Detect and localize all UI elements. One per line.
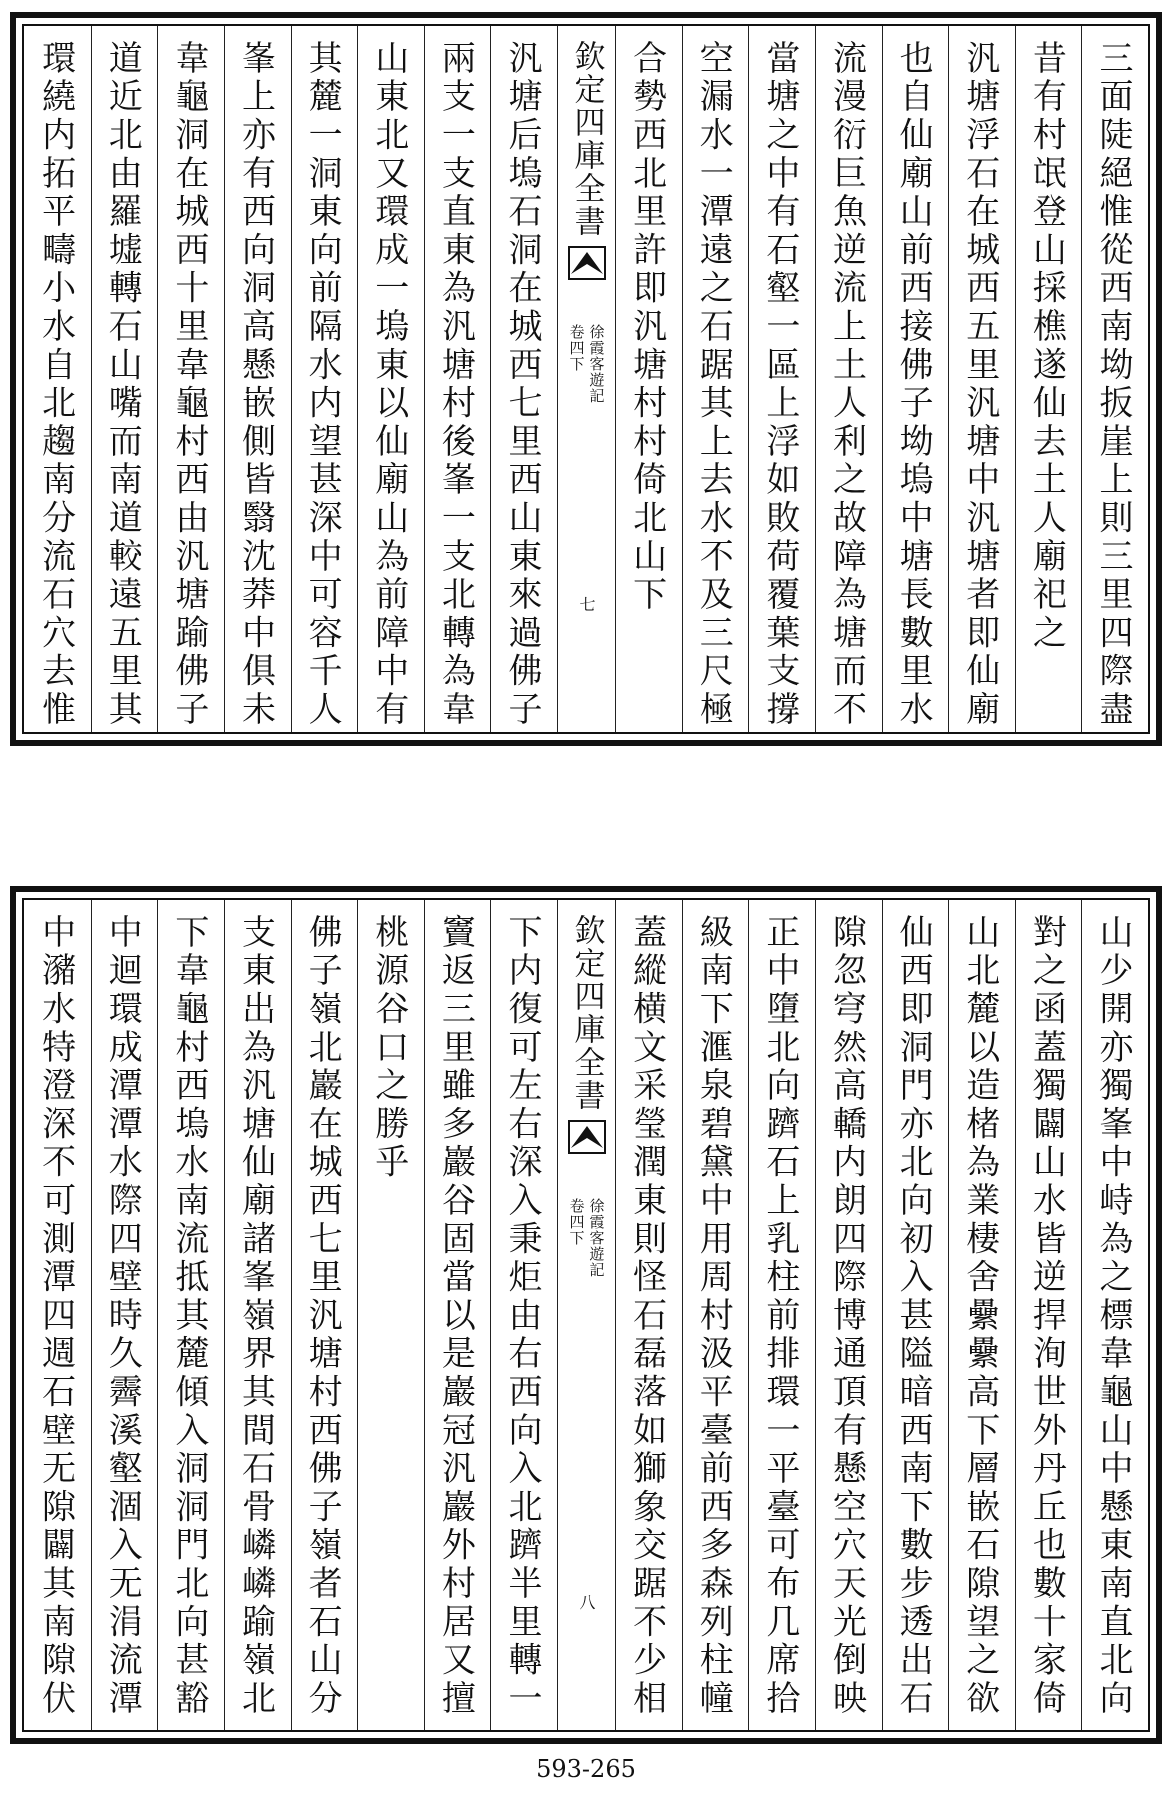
text-column: 下韋龜村西塢水南流抵其麓傾入洞洞門北向甚豁 (157, 900, 224, 1730)
text-column: 下内復可左右深入秉炬由右西向入北躋半里轉一 (490, 900, 557, 1730)
page-center-strip (557, 900, 615, 1730)
book-info (568, 1198, 606, 1278)
bottom-page-frame (22, 898, 1150, 1732)
top-page-panel (10, 12, 1162, 746)
text-column: 隙忽穹然高轎内朗四際博通頂有懸空穴天光倒映 (815, 900, 882, 1730)
leaf-number: 八 (577, 1594, 596, 1610)
volume-label: 卷四下 (567, 1198, 586, 1246)
text-column: 中迴環成潭潭水際四壁時久霽溪壑涸入无涓流潭 (91, 900, 158, 1730)
page-footer-number: 593-265 (536, 1755, 636, 1783)
text-column: 山東北又環成一塢東以仙廟山為前障中有 (357, 26, 424, 732)
text-column: 空漏水一潭遠之石踞其上去水不及三尺極 (682, 26, 749, 732)
text-column: 峯上亦有西向洞高懸嵌側皆翳沈莽中俱未 (224, 26, 291, 732)
text-column: 其麓一洞東向前隔水内望甚深中可容千人 (291, 26, 358, 732)
text-column: 昔有村氓登山採樵遂仙去土人廟祀之 (1015, 26, 1082, 732)
volume-label: 卷四下 (567, 324, 586, 372)
text-column: 正中墮北向躋石上乳柱前排環一平臺可布几席拾 (748, 900, 815, 1730)
text-column: 竇返三里雖多巖谷固當以是巖冠汎巖外村居又擅 (424, 900, 491, 1730)
text-column: 級南下滙泉碧黛中用周村汲平臺前西多森列柱幢 (682, 900, 749, 1730)
text-column: 佛子嶺北巖在城西七里汎塘村西佛子嶺者石山分 (291, 900, 358, 1730)
text-column: 道近北由羅墟轉石山嘴而南道較遠五里其 (91, 26, 158, 732)
text-column: 山少開亦獨峯中峙為之標韋龜山中懸東南直北向 (1081, 900, 1148, 1730)
fish-tail-mark-icon (568, 1120, 606, 1154)
bottom-page-panel (10, 886, 1162, 1744)
fish-tail-mark-icon (568, 246, 606, 280)
text-column: 合勢西北里許即汎塘村村倚北山下 (615, 26, 682, 732)
text-column: 山北麓以造楮為業棲舍纍纍高下層嵌石隙望之欲 (948, 900, 1015, 1730)
text-column: 韋龜洞在城西十里韋龜村西由汎塘踰佛子 (157, 26, 224, 732)
text-column: 汎塘后塢石洞在城西七里西山東來過佛子 (490, 26, 557, 732)
book-title: 徐霞客遊記 (587, 1198, 606, 1278)
leaf-number: 七 (577, 596, 596, 612)
text-column: 環繞内拓平疇小水自北趨南分流石穴去惟 (35, 40, 76, 730)
text-column: 三面陡絕惟從西南坳扳崖上則三里四際盡 (1081, 26, 1148, 732)
text-column: 桃源谷口之勝乎 (357, 900, 424, 1730)
text-column: 汎塘浮石在城西五里汎塘中汎塘者即仙廟 (948, 26, 1015, 732)
text-column: 也自仙廟山前西接佛子坳塢中塘長數里水 (882, 26, 949, 732)
text-column: 中瀦水特澄深不可測潭四週石壁无隙闢其南隙伏 (35, 914, 76, 1719)
book-title: 徐霞客遊記 (587, 324, 606, 404)
page-center-strip (557, 26, 615, 732)
bottom-columns (24, 900, 1148, 1730)
book-info (568, 324, 606, 404)
text-column: 流漫衍巨魚逆流上土人利之故障為塘而不 (815, 26, 882, 732)
collection-title: 欽定四庫全書 (568, 40, 605, 238)
text-column: 仙西即洞門亦北向初入甚隘暗西南下數步透出石 (882, 900, 949, 1730)
text-column: 支東出為汎塘仙廟諸峯嶺界其間石骨嶙嶙踰嶺北 (224, 900, 291, 1730)
top-columns (24, 26, 1148, 732)
text-column: 當塘之中有石壑一區上浮如敗荷覆葉支撐 (748, 26, 815, 732)
text-column: 蓋縱横文采瑩潤東則怪石磊落如獅象交踞不少相 (615, 900, 682, 1730)
text-column: 對之函蓋獨闢山水皆逆捍洵世外丹丘也數十家倚 (1015, 900, 1082, 1730)
collection-title: 欽定四庫全書 (568, 914, 605, 1112)
top-page-frame (22, 24, 1150, 734)
text-column: 兩支一支直東為汎塘村後峯一支北轉為韋 (424, 26, 491, 732)
